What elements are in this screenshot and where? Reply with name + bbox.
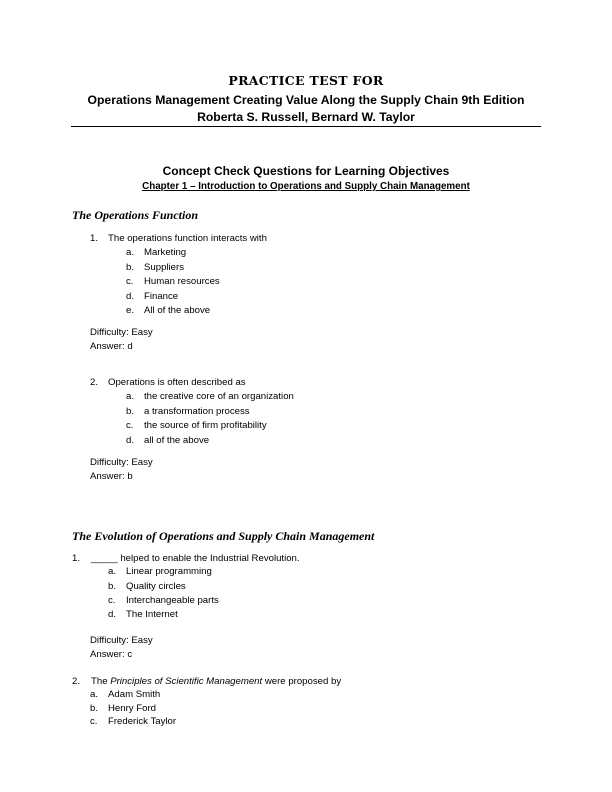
question-text: Operations is often described as	[108, 377, 246, 388]
answer-label: Answer: d	[90, 341, 133, 352]
option-text: a transformation process	[144, 406, 250, 417]
answer-label: Answer: b	[90, 471, 133, 482]
chapter-subtitle: Chapter 1 – Introduction to Operations and Supply Chain Management	[142, 181, 470, 192]
option-text: Quality circles	[126, 581, 186, 592]
option-letter: c.	[126, 420, 134, 431]
question-number: 2.	[90, 377, 99, 388]
option-letter: c.	[126, 276, 134, 287]
option-letter: a.	[126, 247, 135, 258]
practice-test-title: PRACTICE TEST FOR	[228, 73, 384, 88]
difficulty-label: Difficulty: Easy	[90, 457, 153, 468]
option-text: Linear programming	[126, 566, 212, 577]
option-letter: d.	[126, 435, 135, 446]
book-title-italic: Principles of Scientific Management	[110, 676, 263, 687]
option-text: Finance	[144, 291, 179, 302]
book-title: Operations Management Creating Value Along the Supply Chain 9th Edition	[87, 93, 525, 107]
answer-label: Answer: c	[90, 649, 133, 660]
question-text: The operations function interacts with	[108, 233, 267, 244]
option-text: the source of firm profitability	[144, 420, 267, 431]
option-letter: b.	[126, 262, 135, 273]
option-letter: b.	[108, 581, 117, 592]
option-text: Adam Smith	[108, 689, 161, 700]
option-text: Frederick Taylor	[108, 716, 177, 727]
question-number: 1.	[72, 553, 81, 564]
question-text-pre: The	[91, 676, 111, 687]
option-text: Suppliers	[144, 262, 184, 273]
option-text: Henry Ford	[108, 703, 156, 714]
option-text: Human resources	[144, 276, 220, 287]
topic-heading: The Evolution of Operations and Supply Chain Management	[72, 529, 375, 543]
option-letter: e.	[126, 305, 135, 316]
option-letter: d.	[108, 609, 117, 620]
difficulty-label: Difficulty: Easy	[90, 327, 153, 338]
option-letter: a.	[126, 391, 135, 402]
option-text: All of the above	[144, 305, 211, 316]
option-text: The Internet	[126, 609, 178, 620]
topic-heading: The Operations Function	[72, 208, 199, 222]
question-text-post: were proposed by	[262, 676, 342, 687]
question-text: _____ helped to enable the Industrial Revolution.	[91, 553, 300, 564]
option-text: all of the above	[144, 435, 210, 446]
question-text	[91, 676, 341, 687]
option-letter: c.	[108, 595, 116, 606]
question-number: 1.	[90, 233, 99, 244]
section-title: Concept Check Questions for Learning Objectives	[162, 164, 450, 178]
option-letter: a.	[90, 689, 99, 700]
option-text: the creative core of an organization	[144, 391, 294, 402]
difficulty-label: Difficulty: Easy	[90, 635, 153, 646]
option-text: Marketing	[144, 247, 187, 258]
option-letter: b.	[126, 406, 135, 417]
question-number: 2.	[72, 676, 81, 687]
book-authors: Roberta S. Russell, Bernard W. Taylor	[197, 110, 415, 124]
option-letter: c.	[90, 716, 98, 727]
option-letter: b.	[90, 703, 99, 714]
option-text: Interchangeable parts	[126, 595, 219, 606]
header-divider	[71, 126, 541, 127]
option-letter: d.	[126, 291, 135, 302]
option-letter: a.	[108, 566, 117, 577]
